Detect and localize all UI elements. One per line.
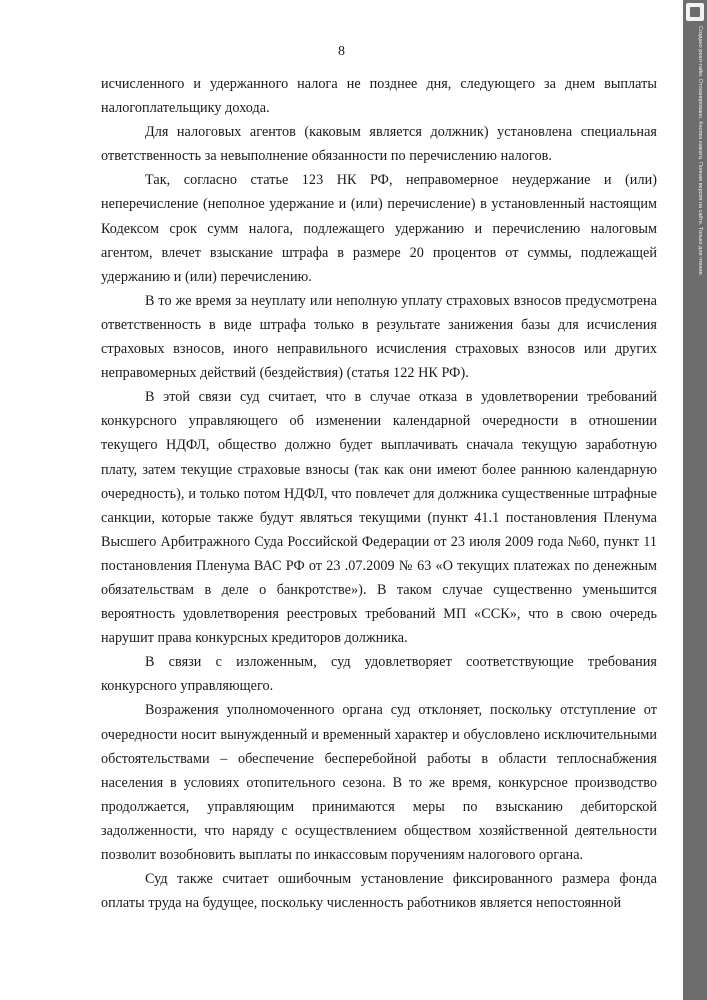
paragraph-8: Суд также считает ошибочным установление фиксированного размера фонда оплаты труда на будущее, поскольку численность работников является непостоянной: [101, 871, 657, 912]
paragraph-6: В связи с изложенным, суд удовлетворяет соответствующие требования конкурсного управляющего.: [101, 654, 657, 695]
side-watermark-text: Создано реал-тайм. Отсканировано. Кнопка нажата. Полная версия на сайте. Только для чтения.: [697, 26, 703, 276]
side-watermark-strip: [683, 0, 707, 1000]
paragraph-7: Возражения уполномоченного органа суд отклоняет, поскольку отступление от очередности носит вынужденный и временный характер и обусловлено исключительными обстоятельствами – обеспечение бесперебойной работы в области теплоснабжения населения в условиях отопительного сезона. В то же время, конкурсное производство продолжается, управляющим принимаются меры по взысканию дебиторской задолженности, что наряду с осуществлением обществом хозяйственной деятельности позволит возобновить выплаты по инкассовым поручениям налогового органа.: [101, 702, 657, 863]
paragraph-5: В этой связи суд считает, что в случае отказа в удовлетворении требований конкурсного управляющего об изменении календарной очередности в отношении текущего НДФЛ, общество должно будет выплачивать сначала текущую заработную плату, затем текущие страховые взносы (так как они имеют более раннюю календарную очередность), и только потом НДФЛ, что повлечет для должника существенные штрафные санкции, которые также будут являться текущими (пункт 41.1 постановления Пленума Высшего Арбитражного Суда Российской Федерации от 23 июля 2009 года №60, пункт 11 постановления Пленума ВАС РФ от 23 .07.2009 № 63 «О текущих платежах по денежным обязательствам в деле о банкротстве»). В таком случае существенно уменьшится вероятность удовлетворения реестровых требований МП «ССК», что в свою очередь нарушит права конкурсных кредиторов должника.: [101, 389, 657, 647]
paragraph-2: Для налоговых агентов (каковым является должник) установлена специальная ответственность за невыполнение обязанности по перечислению налогов.: [101, 124, 657, 165]
watermark-logo-icon: [686, 3, 704, 21]
page-number: 8: [338, 44, 345, 59]
document-body: [101, 72, 657, 915]
paragraph-3: Так, согласно статье 123 НК РФ, неправомерное неудержание и (или) неперечисление (неполное удержание и (или) перечисление) в установленный настоящим Кодексом срок сумм налога, подлежащего удержанию и перечислению налоговым агентом, влечет взыскание штрафа в размере 20 процентов от суммы, подлежащей удержанию и (или) перечислению.: [101, 172, 657, 285]
paragraph-1: исчисленного и удержанного налога не позднее дня, следующего за днем выплаты налогоплательщику дохода.: [101, 76, 657, 117]
paragraph-4: В то же время за неуплату или неполную уплату страховых взносов предусмотрена ответственность в виде штрафа только в результате занижения базы для исчисления страховых взносов, иного неправильного исчисления страховых взносов или других неправомерных действий (бездействия) (статья 122 НК РФ).: [101, 292, 657, 382]
